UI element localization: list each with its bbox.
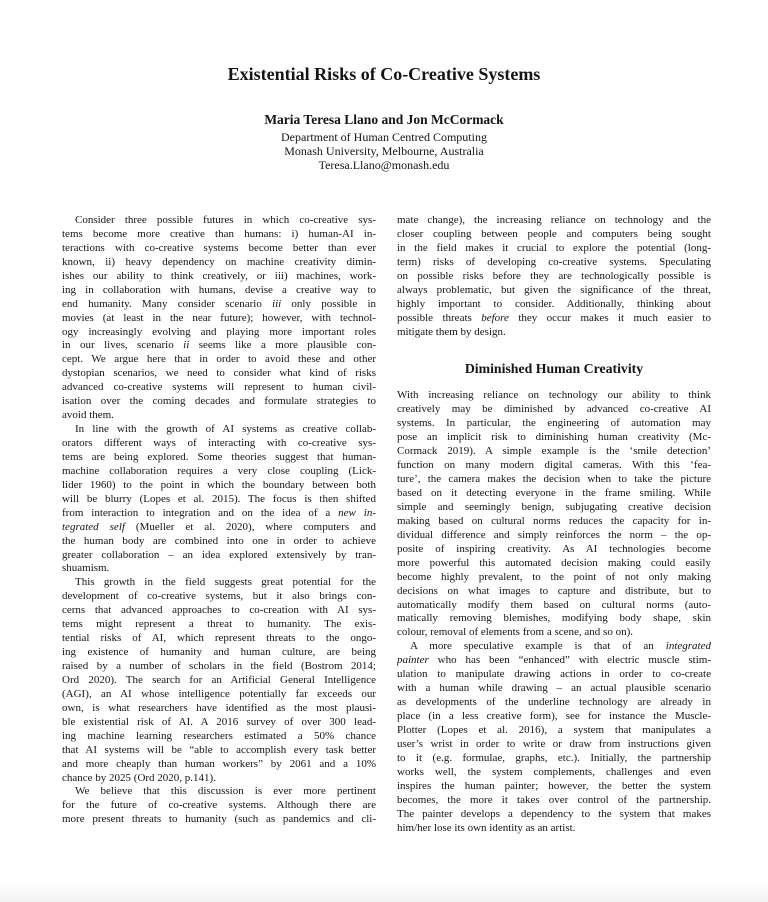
italic-text: before [481, 311, 509, 324]
text-line: and more cheaply than human workers” by 2061 and a 10% [62, 757, 376, 770]
text-line: teractions with co-creative systems become better than ever [62, 241, 376, 254]
paragraph [62, 785, 376, 827]
text-line: him/her lose its own identity as an artist. [397, 821, 576, 834]
left-column [62, 214, 376, 835]
text-run: only possible in [281, 297, 376, 310]
text-line: more powerful this automated decision making could easily [397, 556, 711, 569]
text-line: raised by a number of scholars in the field (Bostrom 2014; [62, 660, 376, 672]
text-line: orators different ways of interacting with co-creative sys- [62, 437, 376, 449]
text-line: greater collaboration – an idea explored extensively by tran- [62, 548, 376, 561]
text-line: always problematic, but given the significance of the threat, [397, 283, 711, 296]
text-line: automatically modify them based on cultural norms (auto- [397, 598, 711, 611]
text-line: isation over the coming decades and formulate strategies to [62, 395, 376, 408]
text-line: the human body are combined into one in order to achieve [62, 534, 376, 547]
paragraph [62, 423, 376, 576]
text-line: own, is what researchers have identified as the most plausi- [62, 701, 376, 714]
paper-header [0, 0, 768, 172]
text-line: mitigate them by design. [397, 325, 506, 338]
text-line: lider 1960) to the point in which the boundary between both [62, 478, 376, 491]
text-line [397, 312, 711, 326]
italic-text: painter [397, 654, 429, 667]
text-line: We believe that this discussion is ever more pertinent [75, 785, 376, 798]
text-line: systems. In particular, the engineering of automation may [397, 417, 711, 430]
text-line: dystopian scenarios, we need to consider what kind of risks [62, 367, 376, 380]
text-line: to it (e.g. formulae, graphs, etc.). Initially, the partnership [397, 751, 711, 764]
text-line [397, 640, 711, 654]
right-column [397, 214, 711, 835]
section-heading: Diminished Human Creativity [464, 361, 644, 377]
text-line: tems are being explored. Some theories suggest that human- [62, 450, 376, 463]
text-run: they occur makes it much easier to [508, 311, 711, 324]
text-line: cerns that advanced approaches to co-creation with AI sys- [62, 604, 376, 617]
text-line [62, 521, 376, 535]
text-line: place (in a less creative form), see for instance the Muscle- [397, 710, 711, 722]
italic-text: ii [183, 339, 190, 352]
text-line: become highly prevalent, to the point of not only making [397, 570, 711, 583]
text-line [62, 298, 376, 312]
text-run: (Mueller et al. 2020), where computers and [124, 520, 376, 533]
two-column-body [62, 214, 711, 835]
text-line: closer coupling between people and computers being sought [397, 227, 711, 240]
text-line: term) risks of developing co-creative systems. Speculating [397, 255, 711, 268]
text-line: highly important to consider. Additionally, thinking about [397, 297, 711, 310]
text-line: ing machine learning researchers estimated a 50% chance [62, 729, 376, 742]
text-line: (AGI), an AI whose intelligence potentially far exceeds our [62, 687, 376, 700]
text-run: in our lives, scenario [62, 339, 184, 352]
italic-text: iii [272, 297, 282, 310]
text-line: will be blurry (Lopes et al. 2015). The focus is then shifted [62, 492, 376, 505]
text-line: dividual difference and simply reinforces the norm – the op- [397, 528, 711, 541]
paragraph [62, 214, 376, 423]
text-line: ulation to manipulate drawing actions in order to co-create [397, 668, 711, 681]
text-run: A more speculative example is that of an [410, 640, 666, 653]
paragraph [62, 576, 376, 785]
text-line: ing in collaboration with humans, devise a creative way to [62, 283, 376, 296]
affiliation-email: Teresa.Llano@monash.edu [318, 158, 450, 172]
text-line: tems become more creative than humans: i) human-AI in- [62, 227, 376, 240]
text-line: for the future of co-creative systems. Although there are [62, 799, 376, 812]
paragraph [397, 214, 711, 339]
text-line: posite of inspiring creativity. As AI technologies become [397, 542, 711, 555]
paper-title: Existential Risks of Co-Creative Systems [227, 64, 541, 84]
text-line: With increasing reliance on technology our ability to think [397, 389, 711, 402]
text-line: movies (at least in the near future); however, with technol- [62, 311, 376, 324]
affiliation-university: Monash University, Melbourne, Australia [284, 144, 484, 158]
text-line: as developments of the underline technology are already in [397, 696, 711, 709]
text-line: function on many modern digital cameras. With this ‘fea- [397, 459, 711, 472]
paper-authors: Maria Teresa Llano and Jon McCormack [264, 112, 504, 127]
text-line: inspires the human painter; however, the better the system [397, 779, 711, 792]
text-line: Consider three possible futures in which co-creative sys- [75, 214, 376, 226]
text-line: Cormack 2019). A simple example is the ‘smile detection’ [397, 445, 711, 458]
text-line: on possible risks before they are technologically possible is [397, 269, 711, 282]
text-line [397, 654, 711, 668]
text-line: ogy increasingly evolving and playing more important roles [62, 325, 376, 338]
affiliation-department: Department of Human Centred Computing [281, 130, 487, 144]
italic-text: integrated [665, 640, 711, 653]
text-line: machine collaboration requires a very close coupling (Lick- [62, 464, 376, 477]
paragraph [397, 640, 711, 835]
text-line: user’s wrist in order to write or draw from instructions given [397, 737, 711, 750]
text-run: seems like a more plausible con- [189, 339, 376, 352]
text-line: avoid them. [62, 409, 114, 422]
text-line: In line with the growth of AI systems as creative collab- [75, 423, 376, 436]
text-line: shuamism. [62, 562, 110, 575]
text-line: ble existential risk of AI. A 2016 survey of over 300 lead- [62, 715, 376, 728]
text-line: decisions on what images to capture and distribute, but to [397, 584, 711, 597]
text-line: colour, removal of elements from a scene, and so on). [397, 626, 633, 639]
text-line: chance by 2025 (Ord 2020, p.141). [62, 771, 216, 784]
text-line: Ord 2020). The search for an Artificial General Intelligence [62, 673, 376, 686]
text-line: tential risks of AI, which represent threats to the ongo- [62, 632, 376, 645]
text-line: advanced co-creative systems will represent to human civil- [62, 381, 376, 394]
page-bottom-edge [0, 880, 768, 902]
text-line: more present threats to humanity (such as pandemics and cli- [62, 813, 376, 826]
text-line [62, 507, 376, 521]
text-line: becomes, the more it takes over control of the partnership. [397, 793, 711, 806]
text-line: based on it detecting everyone in the frame smiling. While [397, 487, 711, 499]
text-line: known, ii) heavy dependency on machine creativity dimin- [62, 255, 376, 268]
text-run: possible threats [397, 311, 482, 324]
text-line: The painter develops a dependency to the system that makes [397, 807, 711, 820]
text-line: pose an implicit risk to diminishing human creativity (Mc- [397, 431, 711, 444]
text-line: This growth in the field suggests great potential for the [75, 576, 376, 589]
text-line: with a human while drawing – an actual plausible scenario [397, 682, 711, 695]
text-line [62, 339, 376, 353]
paper-affiliation [0, 130, 768, 172]
text-run: from interaction to integration and on the idea of a [62, 506, 339, 519]
text-line: matically removing blemishes, modifying body shape, skin [397, 612, 711, 625]
text-run: who has been “enhanced” with electric muscle stim- [428, 654, 711, 667]
text-line: development of co-creative systems, but it also brings con- [62, 590, 376, 603]
italic-text: new in- [338, 506, 376, 519]
text-line: works well, the system complements, challenges and even [397, 765, 711, 778]
text-line: cept. We argue here that in order to avoid these and other [62, 353, 376, 366]
text-run: end humanity. Many consider scenario [62, 297, 273, 310]
text-line: ing existence of humanity and human culture, are being [62, 646, 376, 659]
text-line: in the field makes it crucial to explore the potential (long- [397, 241, 711, 254]
text-line: making based on cultural norms reduces the capacity for in- [397, 514, 711, 527]
text-line: Plotter (Lopes et al. 2016), a system that manipulates a [397, 723, 711, 736]
text-line: ture’, the camera makes the decision when to take the picture [397, 473, 711, 486]
text-line: mate change), the increasing reliance on technology and the [397, 214, 711, 226]
italic-text: tegrated self [62, 520, 125, 533]
text-line: that AI systems will be “able to accomplish every task better [62, 743, 376, 756]
text-line: simple and seemingly benign, subjugating creative decision [397, 500, 711, 513]
text-line: tems might represent a threat to humanity. The exis- [62, 618, 376, 631]
text-line: creatively may be diminished by advanced co-creative AI [397, 403, 711, 416]
text-line: ishes our ability to think creatively, or iii) machines, work- [62, 269, 376, 282]
paragraph [397, 389, 711, 640]
